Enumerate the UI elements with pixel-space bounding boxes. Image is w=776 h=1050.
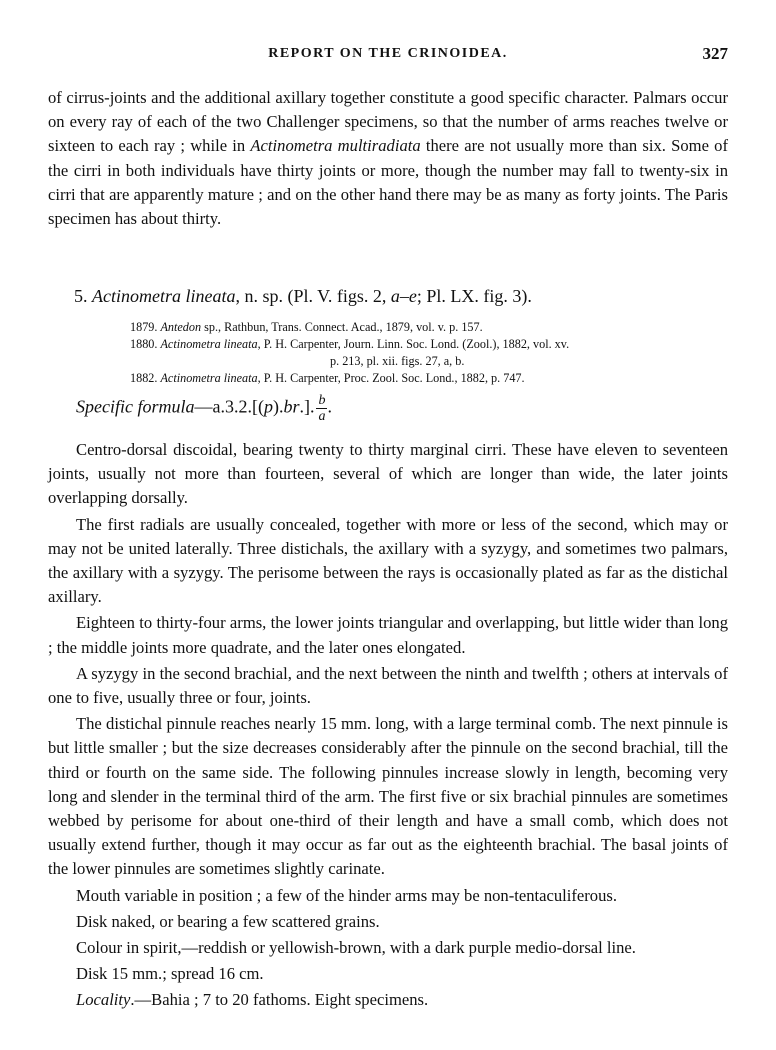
page-header <box>48 44 728 68</box>
formula-part: —a.3.2.[( <box>194 396 264 417</box>
intro-text <box>48 86 728 231</box>
description <box>48 438 728 1013</box>
formula-part: br <box>283 396 300 417</box>
reference-continuation: p. 213, pl. xii. figs. 27, a, b. <box>330 354 465 368</box>
reference-year: 1882. <box>130 371 158 385</box>
description-paragraph: Disk 15 mm.; spread 16 cm. <box>76 964 264 984</box>
formula-part: ). <box>272 396 284 417</box>
description-paragraph: Centro-dorsal discoidal, bearing twenty to thirty marginal cirri. These have eleven to seventeen joints, usually not more than fourteen, several of which are longer than wide, the later joints overlapping dorsally. <box>48 440 728 508</box>
locality-label: Locality <box>76 990 131 1010</box>
formula-label: Specific formula <box>76 396 195 417</box>
synonymy-references <box>130 319 730 387</box>
formula-part: . <box>327 396 332 417</box>
page-number: 327 <box>702 44 728 63</box>
description-paragraph: Disk naked, or bearing a few scattered grains. <box>76 911 380 931</box>
reference-name: Actinometra lineata <box>160 371 258 385</box>
fraction-numerator: b <box>318 393 326 408</box>
description-paragraph: Mouth variable in position ; a few of the hinder arms may be non-tentaculiferous. <box>76 885 617 905</box>
formula-part: p <box>263 396 273 417</box>
formula-part: .]. <box>299 396 315 417</box>
intro-paragraph <box>48 86 728 231</box>
reference-text: , P. H. Carpenter, Proc. Zool. Soc. Lond., 1882, p. 747. <box>257 371 525 385</box>
description-paragraph: Colour in spirit,—reddish or yellowish-brown, with a dark purple medio-dorsal line. <box>76 938 636 958</box>
running-title: REPORT ON THE CRINOIDEA. <box>268 46 508 61</box>
reference-year: 1880. <box>130 337 158 351</box>
description-paragraph: A syzygy in the second brachial, and the next between the ninth and twelfth ; others at intervals of one to five, usually three or four, joints. <box>48 663 728 708</box>
locality-paragraph <box>48 988 728 1012</box>
reference-name: Actinometra lineata <box>160 337 258 351</box>
species-tail: ; Pl. LX. fig. 3). <box>416 286 532 306</box>
species-heading <box>74 286 532 307</box>
reference-year: 1879. <box>130 320 158 334</box>
reference-text: , P. H. Carpenter, Journ. Linn. Soc. Lond. (Zool.), 1882, vol. xv. <box>257 337 570 351</box>
locality-text: .—Bahia ; 7 to 20 fathoms. Eight specimens. <box>130 990 429 1010</box>
reference-text: sp., Rathbun, Trans. Connect. Acad., 1879, vol. v. p. 157. <box>201 320 483 334</box>
reference-item <box>130 370 730 387</box>
reference-item <box>130 336 730 353</box>
description-paragraph: The first radials are usually concealed, together with more or less of the second, which may or may not be united laterally. Three distichals, the axillary with a syzygy, and sometimes two palmars, the axillary with a syzygy. The perisome between the rays is occasionally plated as far as the distichal axillary. <box>48 514 728 607</box>
fraction-denominator: a <box>318 409 326 424</box>
species-number: 5. <box>74 286 88 306</box>
intro-text-part-2: there are not usually more than six. Some of the cirri in both individuals have thirty joints or more, though the number may fall to twenty-six in cirri that are apparently mature ; and on the other hand there may be as many as forty joints. The Paris specimen has about thirty. <box>48 136 728 229</box>
specific-formula <box>76 393 332 424</box>
description-paragraph: The distichal pinnule reaches nearly 15 mm. long, with a large terminal comb. The next pinnule is but little smaller ; but the size decreases considerably after the pinnule on the second brachial, till the third or fourth on the same side. The following pinnules increase slowly in length, becoming very long and slender in the terminal third of the arm. The first five or six brachial pinnules are sometimes webbed by perisome for about one-third of their length and have a small comb, which does not usually extend further, though it may occur as far out as the eighteenth brachial. The basal joints of the lower pinnules are sometimes slightly carinate. <box>48 714 728 879</box>
species-plates: , n. sp. (Pl. V. figs. 2, <box>235 286 391 306</box>
formula-fraction <box>316 393 327 424</box>
species-figs: a–e <box>390 286 417 306</box>
intro-text-part-1: of cirrus-joints and the additional axillary together constitute a good specific character. Palmars occur on every ray of each of the two Challenger specimens, so that the number of arms reaches twelve or sixteen to each ray ; while in <box>48 88 728 156</box>
reference-item <box>130 319 730 336</box>
species-name: Actinometra lineata <box>92 286 236 306</box>
species-italic: Actinometra multiradiata <box>250 136 421 156</box>
description-paragraph: Eighteen to thirty-four arms, the lower joints triangular and overlapping, but little wider than long ; the middle joints more quadrate, and the later ones elongated. <box>48 613 728 657</box>
reference-name: Antedon <box>160 320 202 334</box>
